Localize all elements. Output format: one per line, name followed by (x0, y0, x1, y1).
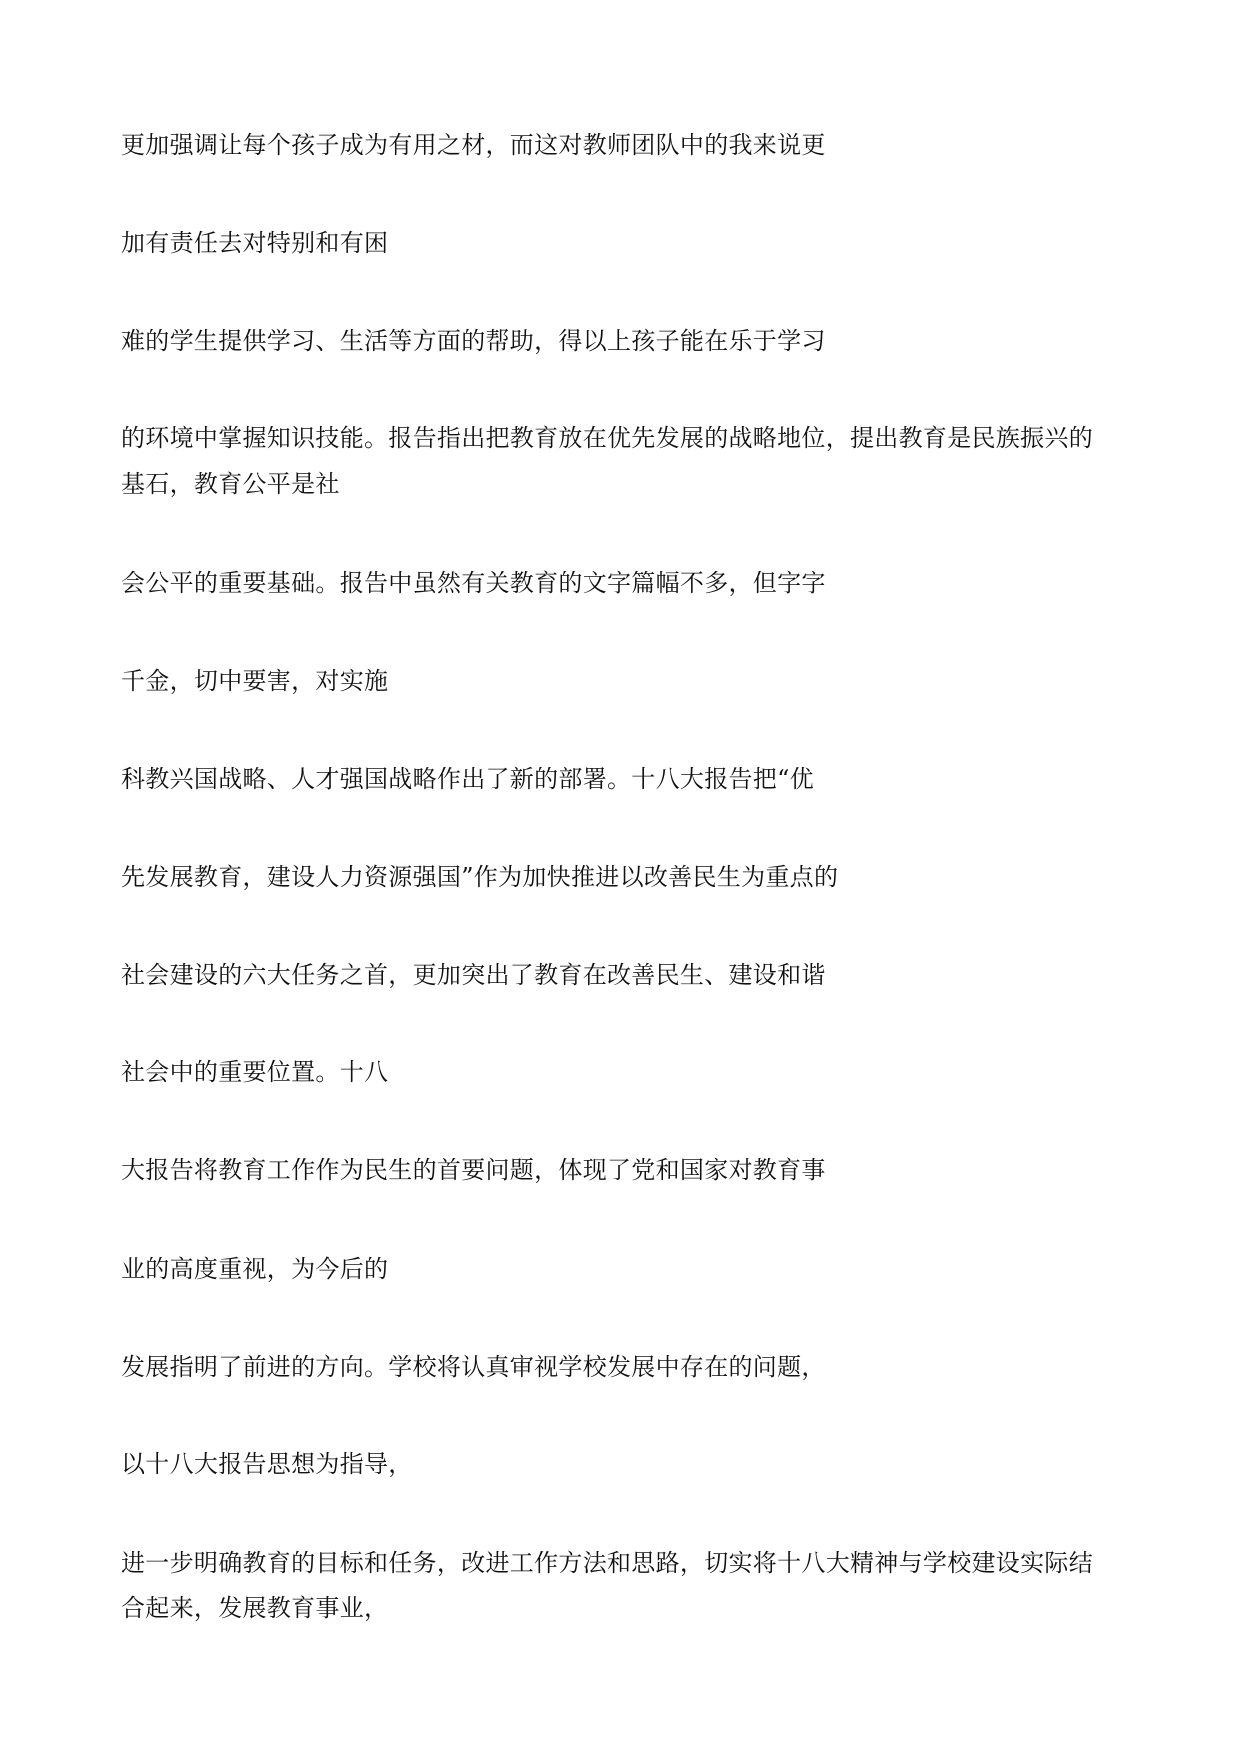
text-line: 难的学生提供学习、生活等方面的帮助，得以上孩子能在乐于学习 (121, 327, 826, 355)
text-line: 千金，切中要害，对实施 (121, 667, 389, 695)
text-line: 的环境中掌握知识技能。报告指出把教育放在优先发展的战略地位，提出教育是民族振兴的 (121, 424, 1093, 452)
text-line: 社会中的重要位置。十八 (121, 1058, 389, 1086)
text-line: 大报告将教育工作作为民生的首要问题，体现了党和国家对教育事 (121, 1156, 826, 1184)
text-line: 加有责任去对特别和有困 (121, 229, 389, 257)
text-line: 基石，教育公平是社 (121, 470, 340, 498)
text-line: 先发展教育，建设人力资源强国”作为加快推进以改善民生为重点的 (121, 863, 839, 891)
text-line: 以十八大报告思想为指导， (121, 1450, 413, 1478)
text-line: 社会建设的六大任务之首，更加突出了教育在改善民生、建设和谐 (121, 961, 826, 989)
text-line: 科教兴国战略、人才强国战略作出了新的部署。十八大报告把“优 (121, 765, 814, 793)
text-line: 合起来，发展教育事业， (121, 1594, 389, 1622)
text-line: 进一步明确教育的目标和任务，改进工作方法和思路，切实将十八大精神与学校建设实际结 (121, 1549, 1093, 1577)
text-line: 更加强调让每个孩子成为有用之材，而这对教师团队中的我来说更 (121, 131, 826, 159)
text-line: 发展指明了前进的方向。学校将认真审视学校发展中存在的问题， (121, 1353, 826, 1381)
text-line: 会公平的重要基础。报告中虽然有关教育的文字篇幅不多，但字字 (121, 569, 826, 597)
text-line: 业的高度重视，为今后的 (121, 1255, 389, 1283)
